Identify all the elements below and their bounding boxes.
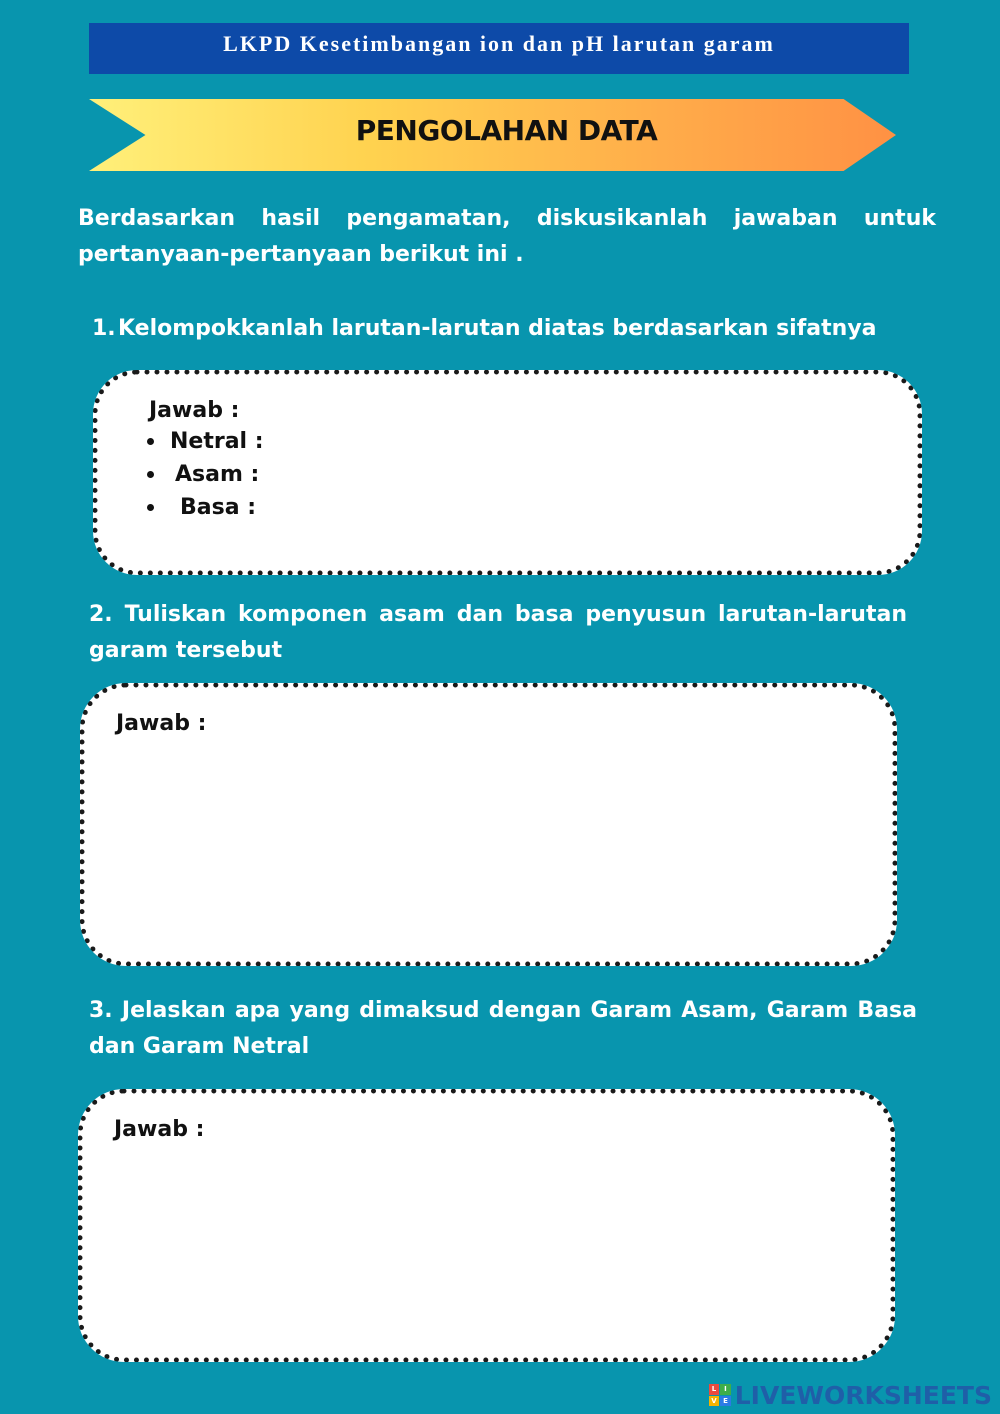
question-1-text: Kelompokkanlah larutan-larutan diatas berdasarkan sifatnya bbox=[118, 316, 877, 341]
option-label-netral: Netral : bbox=[170, 429, 264, 454]
logo-grid-icon: L I V E bbox=[709, 1384, 731, 1406]
answer-label: Jawab : bbox=[116, 711, 207, 736]
bullet-icon bbox=[147, 438, 154, 445]
worksheet-header: LKPD Kesetimbangan ion dan pH larutan garam bbox=[89, 23, 909, 74]
bullet-icon bbox=[147, 504, 154, 511]
question-1 bbox=[92, 311, 932, 347]
question-2: 2. Tuliskan komponen asam dan basa penyusun larutan-larutan garam tersebut bbox=[89, 602, 907, 663]
answer-box-2[interactable] bbox=[80, 683, 897, 966]
section-title: PENGOLAHAN DATA bbox=[355, 114, 658, 147]
liveworksheets-logo[interactable] bbox=[709, 1380, 992, 1410]
option-label-asam: Asam : bbox=[175, 462, 260, 487]
answer-label: Jawab : bbox=[149, 398, 240, 423]
question-3: 3. Jelaskan apa yang dimaksud dengan Garam Asam, Garam Basa dan Garam Netral bbox=[89, 998, 917, 1059]
classification-list bbox=[170, 425, 264, 524]
answer-box-3[interactable] bbox=[78, 1089, 895, 1362]
logo-text: LIVEWORKSHEETS bbox=[734, 1380, 992, 1410]
list-item-asam bbox=[175, 458, 264, 491]
bullet-icon bbox=[147, 471, 154, 478]
option-label-basa: Basa : bbox=[180, 495, 257, 520]
question-1-number: 1. bbox=[92, 316, 116, 341]
intro-text: Berdasarkan hasil pengamatan, diskusikanlah jawaban untuk pertanyaan-pertanyaan berikut ini . bbox=[78, 206, 936, 267]
answer-label: Jawab : bbox=[114, 1117, 205, 1142]
answer-box-1[interactable] bbox=[93, 370, 922, 575]
list-item-basa bbox=[180, 491, 264, 524]
list-item-netral bbox=[170, 425, 264, 458]
